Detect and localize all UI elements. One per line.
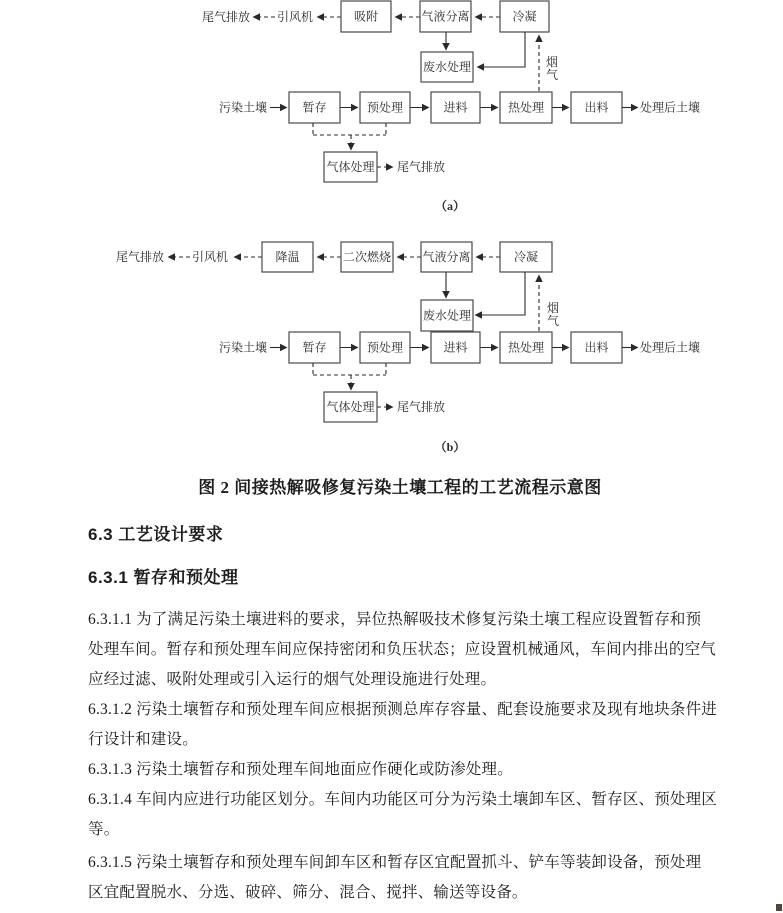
node-label-contaminated-soil: 污染土壤 [218, 340, 268, 355]
scan-corner-artifact [776, 904, 782, 911]
paragraph-line: 6.3.1.2 污染土壤暂存和预处理车间应根据预测总库存容量、配套设施要求及现有地块条件进 [88, 701, 718, 718]
paragraph-line: 处理车间。暂存和预处理车间应保持密闭和负压状态；应设置机械通风，车间内排出的空气 [88, 641, 717, 658]
node-label-condensation: 冷凝 [512, 9, 537, 24]
node-label-feeding: 进料 [443, 340, 468, 355]
node-label-tail-gas: 尾气排放 [201, 10, 251, 24]
node-label-gas-liquid-separation: 气液分离 [421, 9, 470, 24]
body-text [88, 605, 750, 908]
node-label-feeding: 进料 [443, 100, 468, 115]
paragraph-line: 6.3.1.1 为了满足污染土壤进料的要求，异位热解吸技术修复污染土壤工程应设置暂存和预 [88, 611, 702, 628]
node-label-fan: 引风机 [191, 250, 229, 264]
subfigure-b-tag: （b） [434, 440, 466, 454]
section-heading: 6.3 工艺设计要求 [88, 525, 224, 544]
paragraph-line: 应经过滤、吸附处理或引入运行的烟气处理设施进行处理。 [88, 671, 497, 688]
node-label-tail-gas-discharge: 尾气排放 [396, 160, 446, 174]
node-label-wastewater-treatment: 废水处理 [422, 60, 472, 74]
node-label-gas-treatment: 气体处理 [326, 400, 375, 414]
node-label-tail-gas: 尾气排放 [115, 250, 165, 264]
flue-gas-label: 气 [546, 314, 560, 328]
node-label-temporary-storage: 暂存 [302, 100, 327, 115]
node-label-thermal-treatment: 热处理 [507, 100, 545, 115]
paragraph-line: 6.3.1.5 污染土壤暂存和预处理车间卸车区和暂存区宜配置抓斗、铲车等装卸设备，预处理 [88, 854, 702, 871]
flow-elbow-arrow [476, 272, 525, 315]
flue-gas-label: 烟 [545, 55, 559, 69]
node-label-fan: 引风机 [276, 10, 314, 24]
node-label-pretreatment: 预处理 [366, 100, 404, 115]
node-label-thermal-treatment: 热处理 [507, 340, 545, 355]
node-label-discharging: 出料 [584, 340, 609, 355]
paragraph-6311 [88, 605, 750, 695]
paragraph-6312 [88, 695, 750, 755]
subfigure-a-tag: （a） [434, 199, 466, 213]
paragraph-line: 6.3.1.4 车间内应进行功能区划分。车间内功能区可分为污染土壤卸车区、暂存区、预处理区 [88, 791, 718, 808]
node-label-treated-soil: 处理后土壤 [639, 340, 701, 355]
node-label-cooling: 降温 [275, 250, 300, 264]
paragraph-line: 等。 [88, 821, 120, 838]
paragraph-line: 6.3.1.3 污染土壤暂存和预处理车间地面应作硬化或防渗处理。 [88, 761, 513, 778]
paragraph-line: 区宜配置脱水、分选、破碎、筛分、混合、搅拌、输送等设备。 [88, 884, 528, 901]
paragraph-6313 [88, 755, 750, 785]
node-label-contaminated-soil: 污染土壤 [218, 100, 268, 115]
node-label-wastewater-treatment: 废水处理 [422, 308, 472, 323]
flowchart-a [0, 0, 783, 218]
paragraph-line: 行设计和建设。 [88, 731, 198, 748]
node-label-tail-gas-discharge: 尾气排放 [396, 400, 446, 414]
paragraph-6314 [88, 785, 750, 845]
subsection-heading: 6.3.1 暂存和预处理 [88, 568, 239, 587]
node-label-temporary-storage: 暂存 [302, 340, 327, 355]
node-label-secondary-combustion: 二次燃烧 [342, 250, 392, 264]
flue-gas-label: 气 [545, 68, 559, 82]
node-label-adsorption: 吸附 [353, 9, 379, 24]
node-label-gas-liquid-separation: 气液分离 [422, 250, 471, 264]
figure-caption: 图 2 间接热解吸修复污染土壤工程的工艺流程示意图 [198, 478, 602, 497]
paragraph-6315 [88, 848, 750, 908]
node-label-gas-treatment: 气体处理 [326, 160, 375, 174]
flue-gas-label: 烟 [546, 301, 560, 315]
node-label-discharging: 出料 [584, 100, 609, 115]
flowchart-b [0, 235, 783, 462]
node-label-treated-soil: 处理后土壤 [639, 100, 701, 115]
node-label-pretreatment: 预处理 [366, 340, 404, 355]
node-label-condensation: 冷凝 [513, 250, 539, 264]
flow-elbow-arrow [478, 32, 525, 67]
